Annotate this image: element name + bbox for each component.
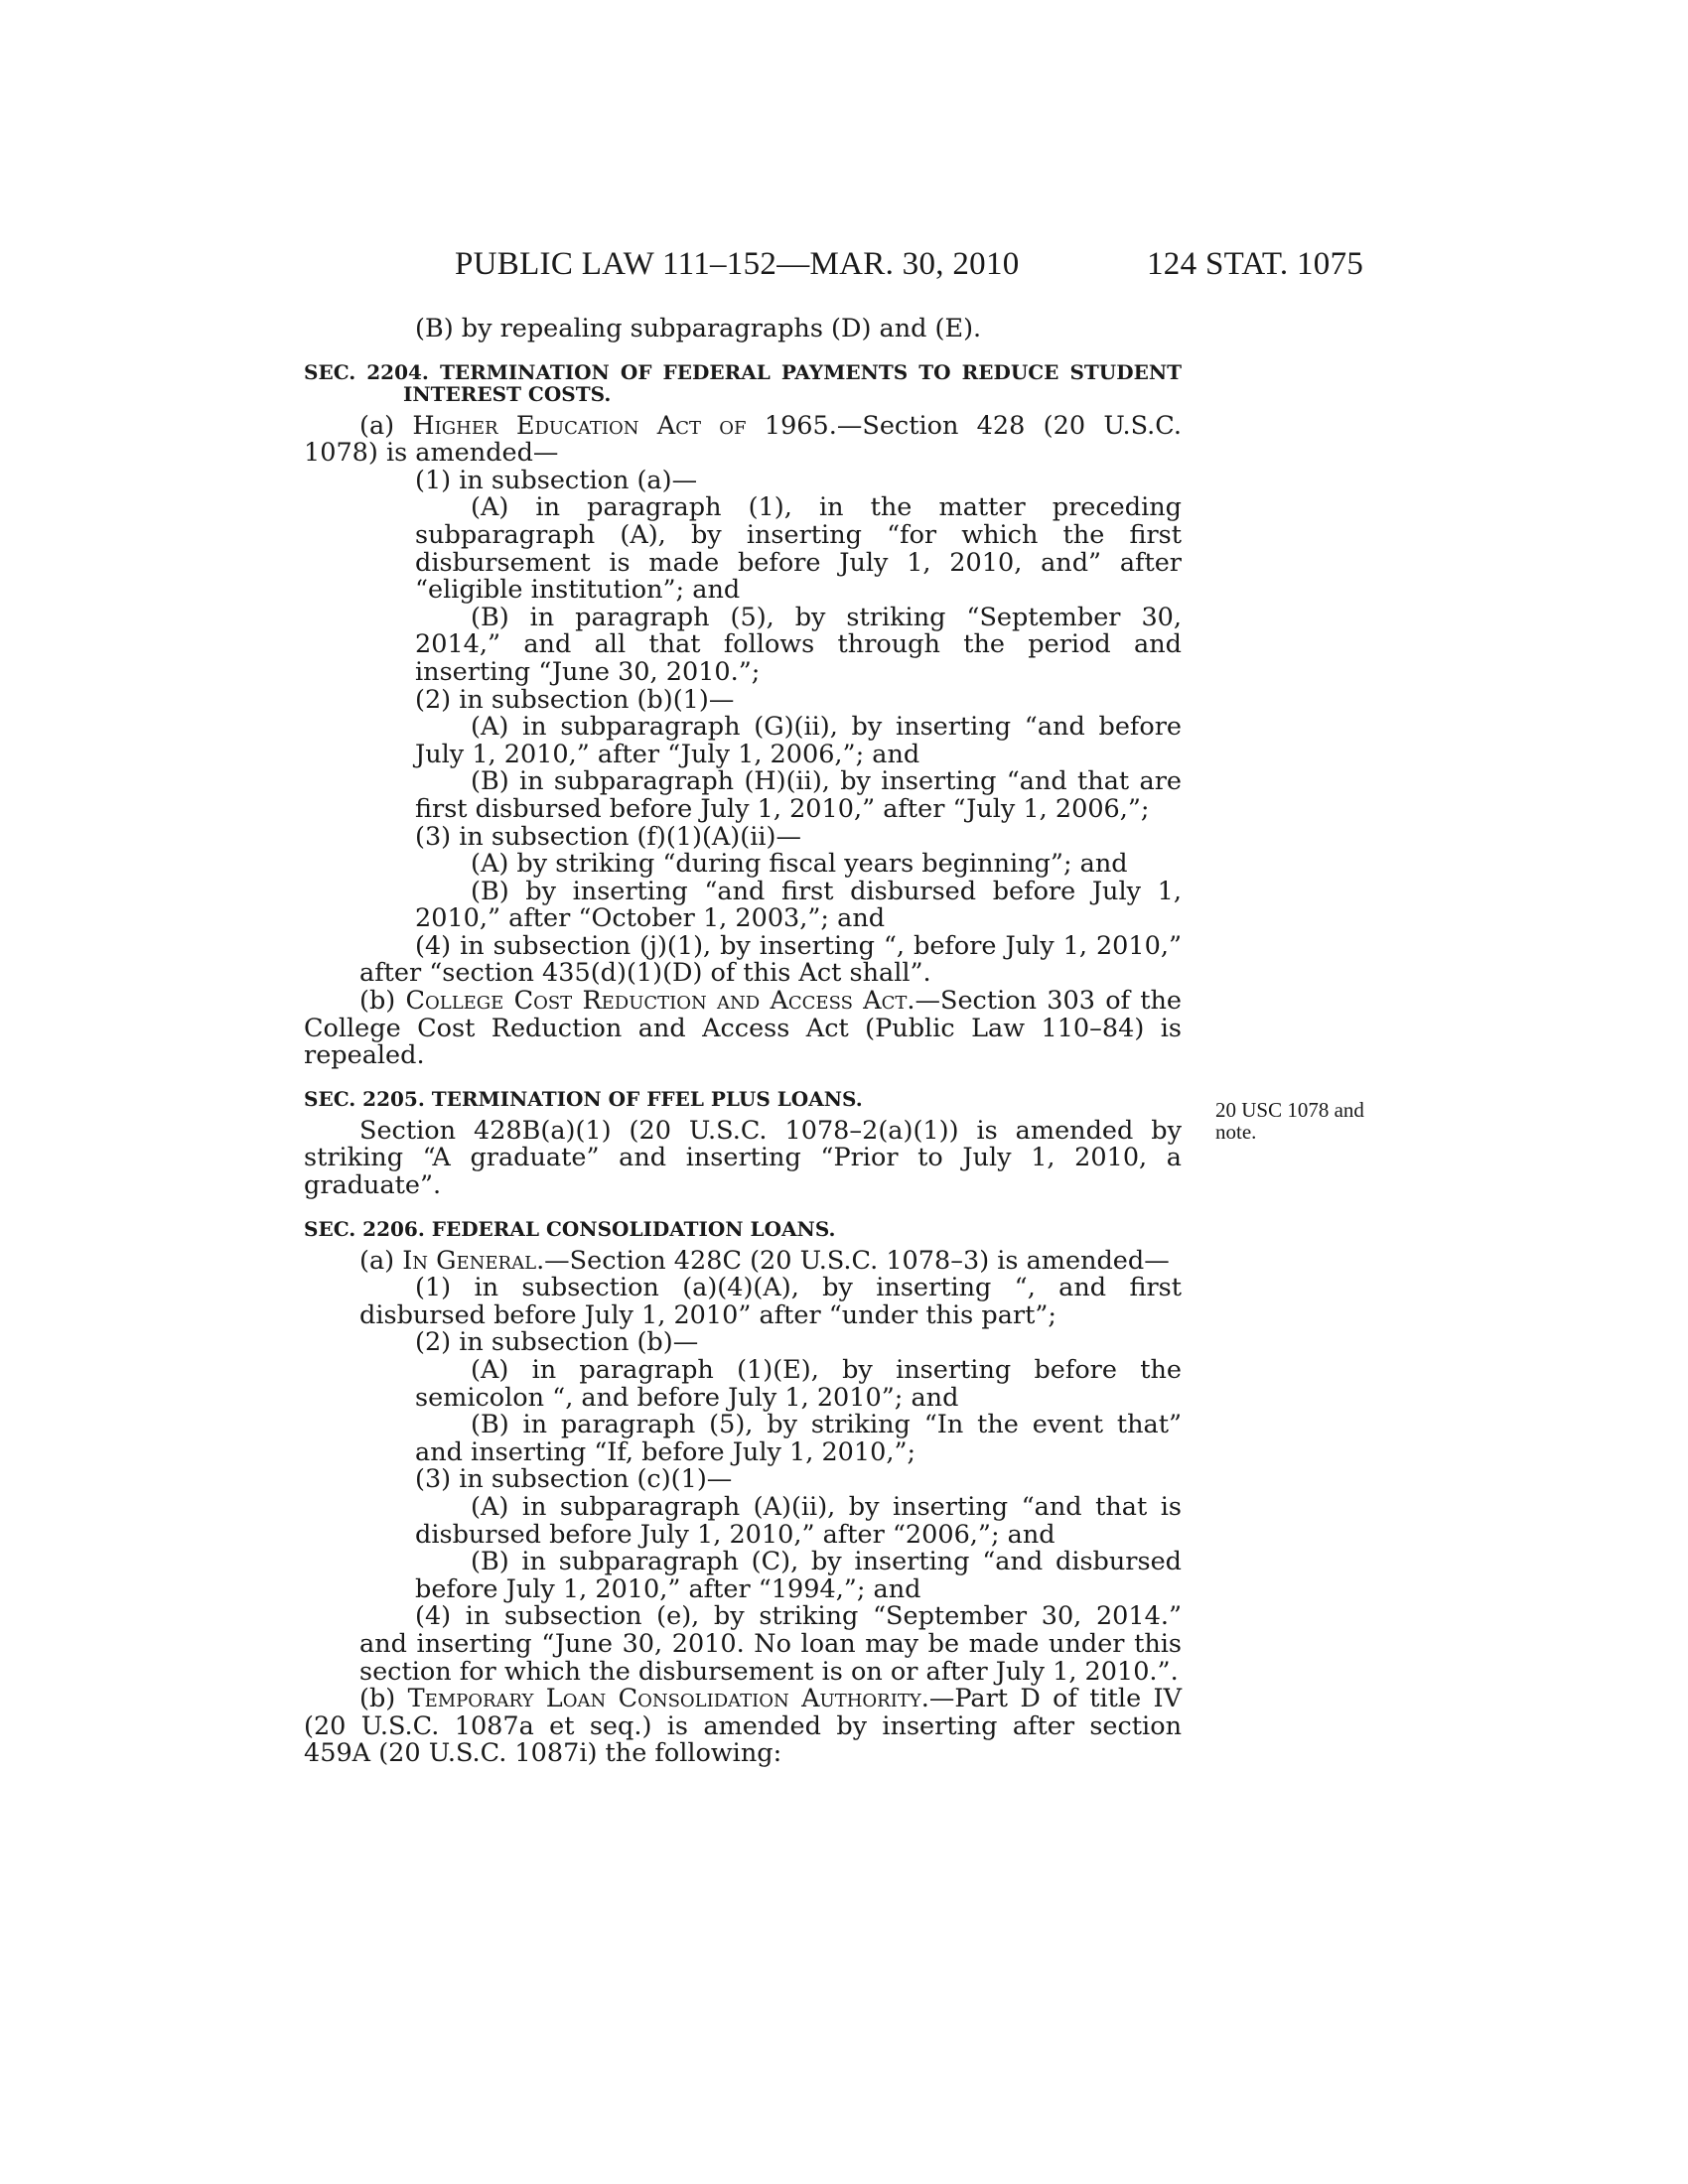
subparagraph-2204-a3A: (A) by striking “during fiscal years beginning”; and — [471, 849, 1128, 880]
paragraph-2206-a2: (2) in subsection (b)— — [415, 1327, 699, 1358]
subsection-text: .—Section 303 of the College Cost Reduction and Access Act (Public Law 110–84) is repealed. — [304, 986, 1182, 1071]
subsection-2204-a: (a) Higher Education Act of 1965.—Section 428 (20 U.S.C. 1078) is amended— — [304, 410, 1182, 469]
subparagraph-2206-a2A: (A) in paragraph (1)(E), by inserting before the semicolon “, and before July 1, 2010”; and — [415, 1355, 1182, 1413]
subsection-2206-a: (a) In General.—Section 428C (20 U.S.C. 1078–3) is amended— — [359, 1245, 1170, 1276]
subparagraph-2204-a1A: (A) in paragraph (1), in the matter preceding subparagraph (A), by inserting “for which the first disbursement is made before July 1, 2010, and” after “eligible institution”; and — [415, 492, 1182, 606]
subsection-title: College Cost Reduction and Access Act — [405, 986, 908, 1017]
paragraph-2206-a3: (3) in subsection (c)(1)— — [415, 1464, 733, 1495]
subparagraph-2206-a3A: (A) in subparagraph (A)(ii), by inserting “and that is disbursed before July 1, 2010,” after “2006,”; and — [415, 1491, 1182, 1550]
paragraph-2204-a3: (3) in subsection (f)(1)(A)(ii)— — [415, 821, 801, 852]
subparagraph-2204-a2A: (A) in subparagraph (G)(ii), by inserting “and before July 1, 2010,” after “July 1, 2006,”; and — [415, 712, 1182, 769]
paragraph-2204-a2: (2) in subsection (b)(1)— — [415, 684, 735, 715]
section-heading-2206: SEC. 2206. FEDERAL CONSOLIDATION LOANS. — [304, 1216, 836, 1241]
section-heading-2205: SEC. 2205. TERMINATION OF FFEL PLUS LOANS. — [304, 1086, 863, 1111]
subsection-title: In General — [402, 1245, 537, 1276]
paragraph-2206-a4: (4) in subsection (e), by striking “September 30, 2014.” and inserting “June 30, 2010. No loan may be made under this section for which the disbursement is on or after July 1, 2010.”. — [359, 1601, 1182, 1687]
subsection-2204-b: (b) College Cost Reduction and Access Act.—Section 303 of the College Cost Reduction and Access Act (Public Law 110–84) is repealed. — [304, 986, 1182, 1071]
subparagraph-2206-a3B: (B) in subparagraph (C), by inserting “and disbursed before July 1, 2010,” after “1994,”; and — [415, 1547, 1182, 1604]
subparagraph-2204-a1B: (B) in paragraph (5), by striking “September 30, 2014,” and all that follows through the period and inserting “June 30, 2010.”; — [415, 602, 1182, 687]
clause-repeal: (B) by repealing subparagraphs (D) and (E). — [415, 314, 982, 343]
section-heading-2204: SEC. 2204. TERMINATION OF FEDERAL PAYMENTS TO REDUCE STUDENT INTEREST COSTS. — [304, 359, 1182, 406]
subsection-title: Higher Education Act of 1965 — [412, 410, 829, 441]
subparagraph-2204-a2B: (B) in subparagraph (H)(ii), by inserting “and that are first disbursed before July 1, 2010,” after “July 1, 2006,”; — [415, 766, 1182, 824]
subsection-text: .—Section 428C (20 U.S.C. 1078–3) is amended— — [536, 1245, 1170, 1276]
body-text — [304, 316, 1182, 1768]
paragraph-2204-a1: (1) in subsection (a)— — [415, 465, 698, 495]
subsection-text: .—Section 428 (20 U.S.C. 1078) is amended— — [304, 410, 1182, 469]
paragraph-2204-a4: (4) in subsection (j)(1), by inserting “, before July 1, 2010,” after “section 435(d)(1)(D) of this Act shall”. — [359, 930, 1182, 989]
margin-note: 20 USC 1078 and note. — [1215, 1098, 1364, 1144]
subsection-2206-b: (b) Temporary Loan Consolidation Authority.—Part D of title IV (20 U.S.C. 1087a et seq.) is amended by inserting after section 459A (20 U.S.C. 1087i) the following: — [304, 1684, 1182, 1769]
section-2205-text: Section 428B(a)(1) (20 U.S.C. 1078–2(a)(1)) is amended by striking “A graduate” and inserting “Prior to July 1, 2010, a graduate”. — [304, 1115, 1182, 1201]
subsection-title: Temporary Loan Consolidation Authority — [407, 1684, 921, 1714]
subsection-text: .—Part D of title IV (20 U.S.C. 1087a et seq.) is amended by inserting after section 459A (20 U.S.C. 1087i) the following: — [304, 1684, 1182, 1769]
running-header-title: PUBLIC LAW 111–152—MAR. 30, 2010 — [455, 246, 1020, 282]
subparagraph-2204-a3B: (B) by inserting “and first disbursed before July 1, 2010,” after “October 1, 2003,”; and — [415, 876, 1182, 934]
running-header-page-number: 124 STAT. 1075 — [1147, 246, 1364, 282]
subparagraph-2206-a2B: (B) in paragraph (5), by striking “In the event that” and inserting “If, before July 1, 2010,”; — [415, 1410, 1182, 1467]
paragraph-2206-a1: (1) in subsection (a)(4)(A), by inserting “, and first disbursed before July 1, 2010” after “under this part”; — [359, 1273, 1182, 1330]
